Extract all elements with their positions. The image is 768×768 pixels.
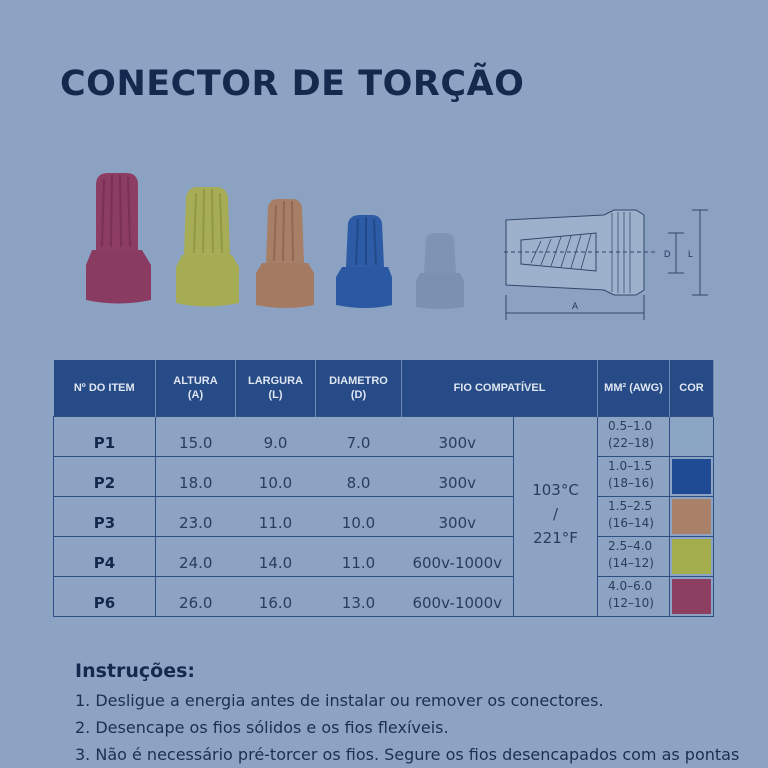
voltage-cell: 600v-1000v [402, 576, 514, 616]
largura-cell: 16.0 [236, 576, 316, 616]
table-row [54, 456, 714, 496]
instruction-item: 3. Não é necessário pré-torcer os fios. Segure os fios desencapados com as pontas [75, 745, 740, 764]
dimension-label-a: A [572, 301, 579, 311]
color-cell [670, 496, 714, 536]
temperature-cell: 103°C / 221°F [514, 416, 598, 616]
awg-cell: 2.5–4.0 (14–12) [598, 536, 670, 576]
awg-cell: 1.0–1.5 (18–16) [598, 456, 670, 496]
color-swatch [672, 459, 711, 494]
largura-cell: 10.0 [236, 456, 316, 496]
table-row [54, 536, 714, 576]
color-cell [670, 456, 714, 496]
diametro-cell: 8.0 [316, 456, 402, 496]
color-swatch [672, 579, 711, 614]
color-swatch [672, 499, 711, 534]
item-cell: P6 [54, 576, 156, 616]
instruction-item: 1. Desligue a energia antes de instalar ou remover os conectores. [75, 691, 604, 710]
header-awg: MM² (AWG) [598, 360, 670, 416]
altura-cell: 18.0 [156, 456, 236, 496]
instructions-list [75, 690, 765, 768]
item-cell: P4 [54, 536, 156, 576]
table-row [54, 576, 714, 616]
item-cell: P1 [54, 416, 156, 456]
color-swatch [672, 419, 711, 454]
connectors-photo [56, 155, 716, 335]
color-cell [670, 576, 714, 616]
voltage-cell: 300v [402, 416, 514, 456]
awg-cell: 4.0–6.0 (12–10) [598, 576, 670, 616]
item-cell: P3 [54, 496, 156, 536]
voltage-cell: 300v [402, 456, 514, 496]
dimension-label-l: L [688, 249, 694, 259]
instruction-item: 2. Desencape os fios sólidos e os fios flexíveis. [75, 718, 449, 737]
header-cor: COR [670, 360, 714, 416]
table-row [54, 416, 714, 456]
altura-cell: 24.0 [156, 536, 236, 576]
page-title: CONECTOR DE TORÇÃO [60, 64, 525, 104]
altura-cell: 15.0 [156, 416, 236, 456]
instructions-title: Instruções: [75, 660, 195, 682]
dimension-label-d: D [664, 249, 671, 259]
header-item: Nº DO ITEM [54, 360, 156, 416]
altura-cell: 26.0 [156, 576, 236, 616]
table-row [54, 496, 714, 536]
diametro-cell: 10.0 [316, 496, 402, 536]
voltage-cell: 600v-1000v [402, 536, 514, 576]
spec-table [53, 360, 714, 617]
awg-cell: 0.5–1.0 (22–18) [598, 416, 670, 456]
table-header-row [54, 360, 714, 416]
largura-cell: 9.0 [236, 416, 316, 456]
altura-cell: 23.0 [156, 496, 236, 536]
header-diametro: DIAMETRO (D) [316, 360, 402, 416]
largura-cell: 14.0 [236, 536, 316, 576]
color-cell [670, 416, 714, 456]
header-largura: LARGURA (L) [236, 360, 316, 416]
diametro-cell: 13.0 [316, 576, 402, 616]
header-fio: FIO COMPATÍVEL [402, 360, 598, 416]
color-swatch [672, 539, 711, 574]
header-altura: ALTURA (A) [156, 360, 236, 416]
awg-cell: 1.5–2.5 (16–14) [598, 496, 670, 536]
largura-cell: 11.0 [236, 496, 316, 536]
color-cell [670, 536, 714, 576]
diametro-cell: 7.0 [316, 416, 402, 456]
item-cell: P2 [54, 456, 156, 496]
diametro-cell: 11.0 [316, 536, 402, 576]
voltage-cell: 300v [402, 496, 514, 536]
